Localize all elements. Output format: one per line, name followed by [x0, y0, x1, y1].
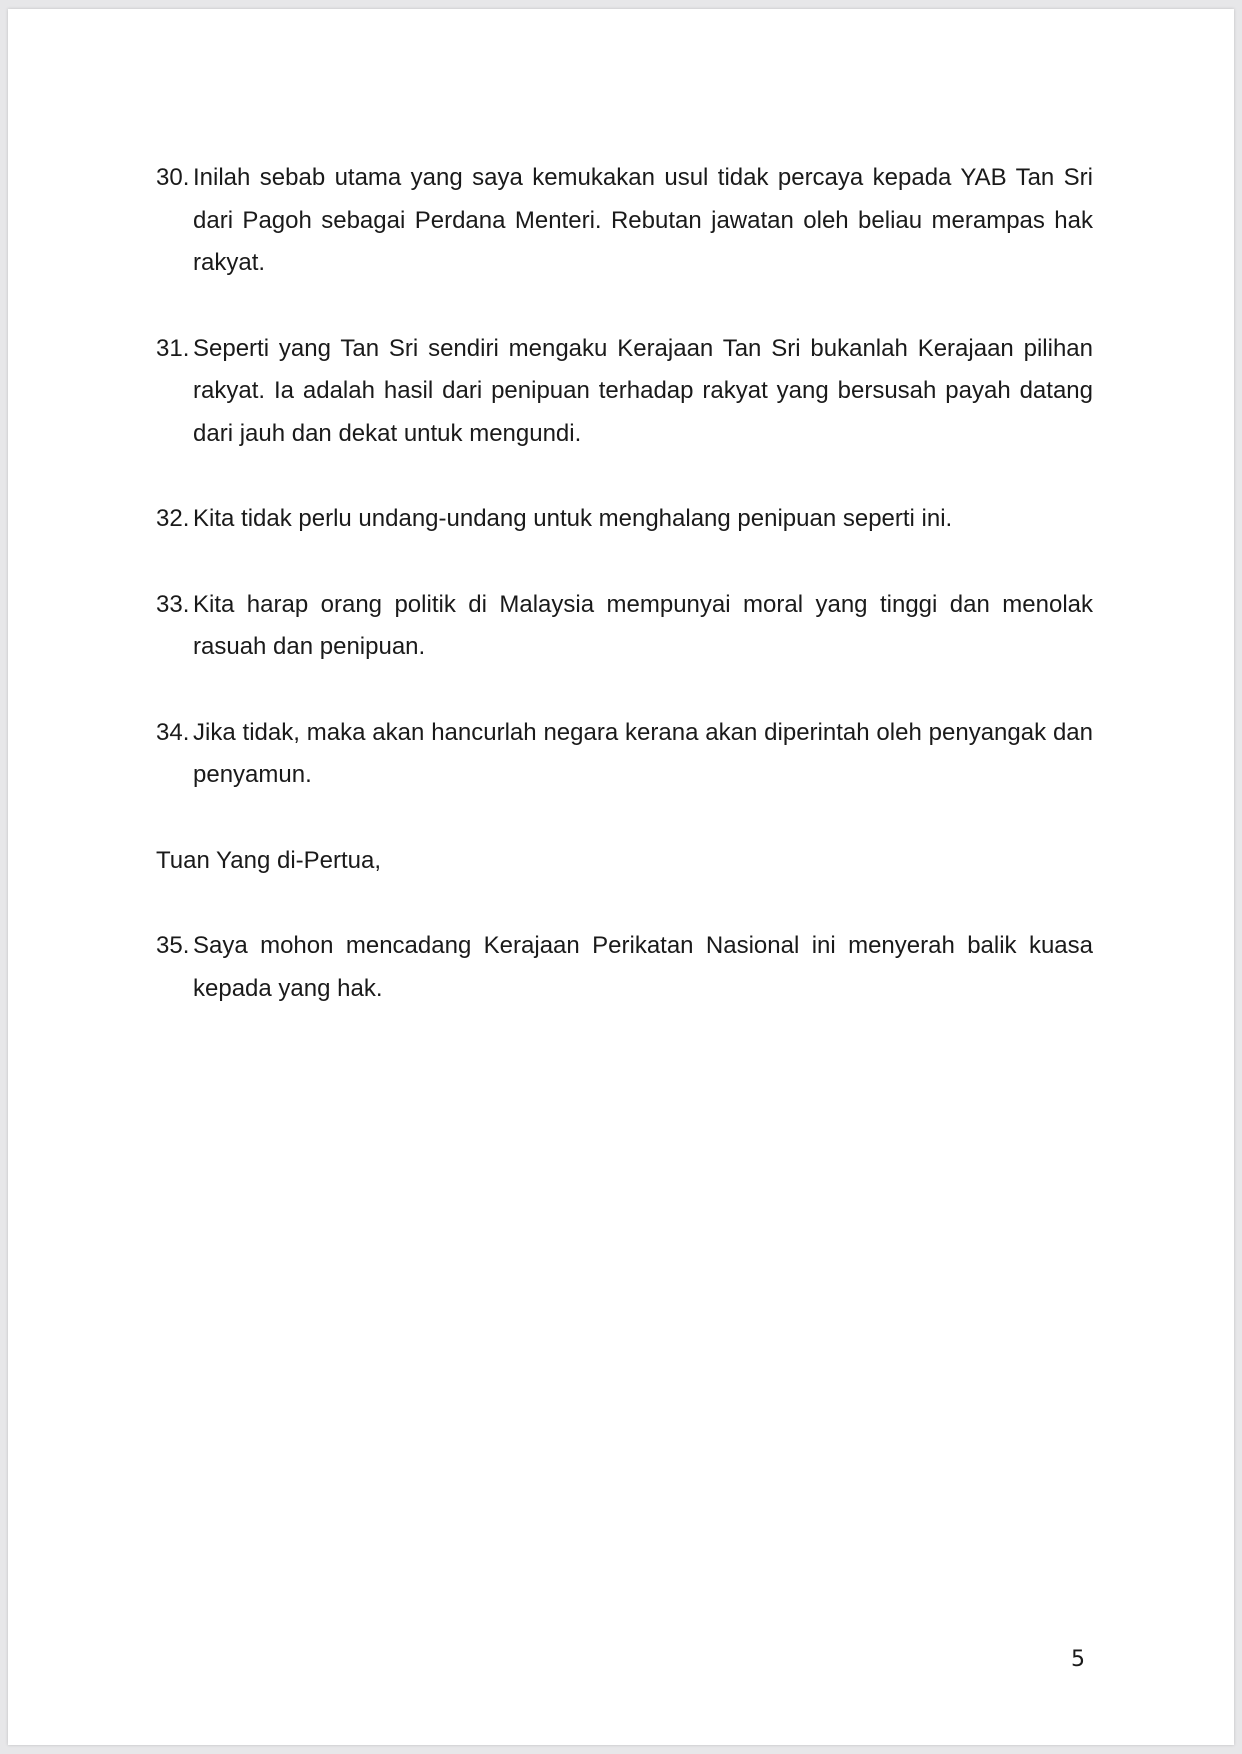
page-number: 5	[1071, 1647, 1085, 1672]
paragraph-number: 31.	[156, 334, 190, 362]
paragraph-number: 34.	[156, 718, 190, 746]
paragraph-number: 32.	[156, 505, 190, 532]
numbered-paragraph-32	[156, 498, 1093, 541]
salutation: Tuan Yang di-Pertua,	[156, 846, 382, 874]
paragraph-text: Saya mohon mencadang Kerajaan Perikatan Nasional ini menyerah balik kuasa kepada yang hak.	[193, 932, 1093, 1002]
numbered-paragraph-33	[156, 584, 1093, 669]
paragraph-number: 35.	[156, 932, 190, 959]
paragraph-number: 33.	[156, 590, 190, 618]
paragraph-text: Jika tidak, maka akan hancurlah negara kerana akan diperintah oleh penyangak dan penyamun.	[193, 718, 1093, 788]
document-page	[8, 9, 1234, 1745]
numbered-paragraph-30	[156, 157, 1093, 285]
paragraph-text: Seperti yang Tan Sri sendiri mengaku Kerajaan Tan Sri bukanlah Kerajaan pilihan rakyat. Ia adalah hasil dari penipuan terhadap rakyat yang bersusah payah datang dari jauh dan dekat untuk mengundi.	[193, 334, 1093, 447]
paragraph-text: Kita tidak perlu undang-undang untuk menghalang penipuan seperti ini.	[193, 505, 953, 532]
numbered-paragraph-31	[156, 328, 1093, 456]
numbered-paragraph-35	[156, 925, 1093, 1010]
paragraph-number: 30.	[156, 164, 190, 191]
paragraph-text: Kita harap orang politik di Malaysia mempunyai moral yang tinggi dan menolak rasuah dan penipuan.	[193, 590, 1093, 660]
numbered-paragraph-34	[156, 712, 1093, 797]
paragraph-text: Inilah sebab utama yang saya kemukakan usul tidak percaya kepada YAB Tan Sri dari Pagoh sebagai Perdana Menteri. Rebutan jawatan oleh beliau merampas hak rakyat.	[193, 164, 1093, 276]
document-body	[156, 157, 1093, 1053]
